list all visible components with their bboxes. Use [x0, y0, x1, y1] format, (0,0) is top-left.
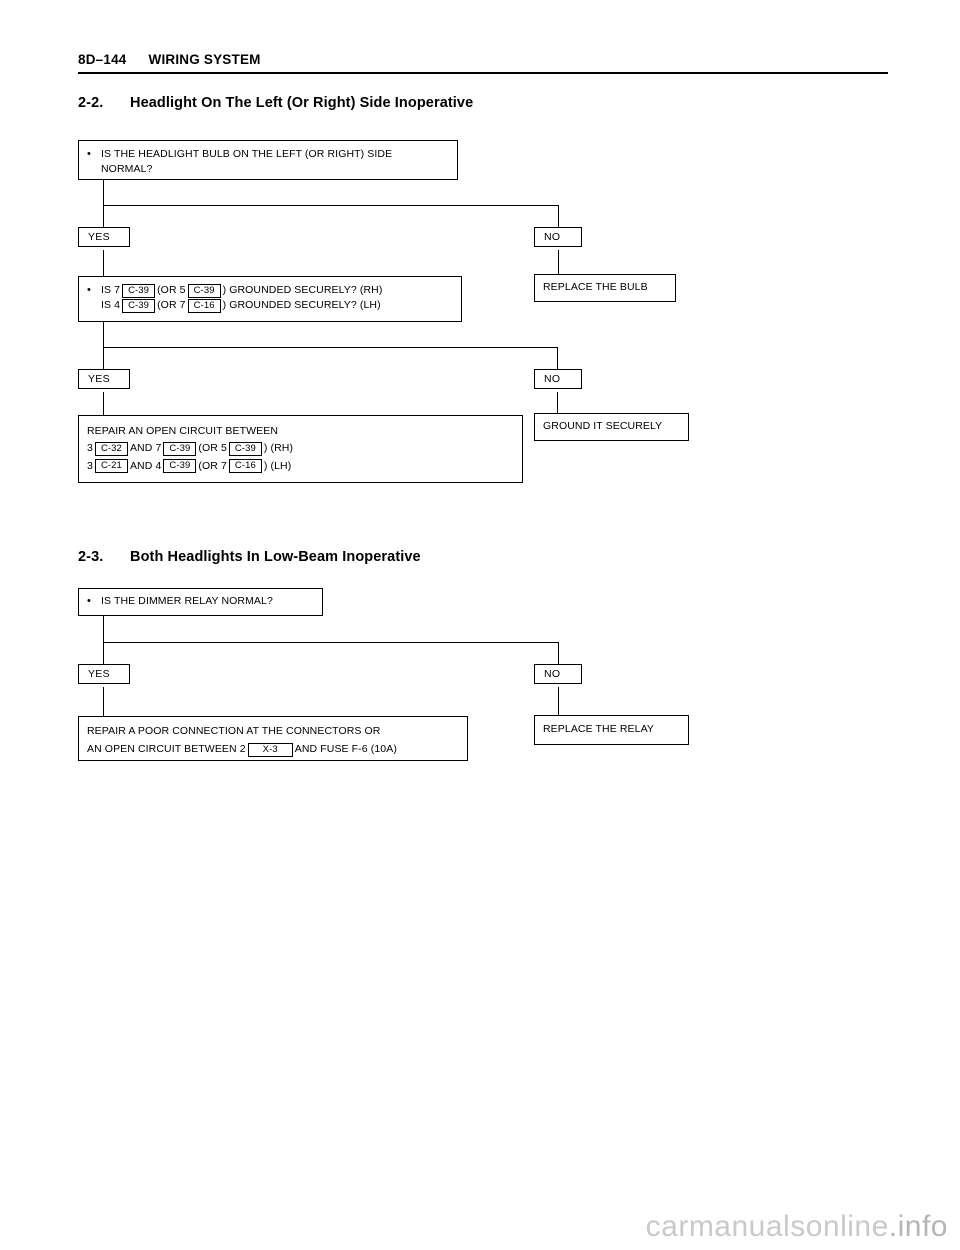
bullet-icon: • — [87, 148, 91, 160]
connector-line — [103, 642, 104, 664]
label-yes-3: YES — [78, 664, 130, 684]
bullet-row — [87, 594, 314, 609]
connector-chip: C-21 — [95, 459, 128, 473]
flow-box-repair-connection — [78, 716, 468, 761]
label-no-1: NO — [534, 227, 582, 247]
bullet-icon: • — [87, 284, 91, 296]
replace-relay-text: REPLACE THE RELAY — [543, 723, 655, 736]
header-title: WIRING SYSTEM — [148, 52, 261, 67]
connector-line — [103, 687, 104, 717]
connector-chip: C-39 — [122, 299, 155, 313]
section-heading-2-2: Headlight On The Left (Or Right) Side Inoperative — [130, 95, 474, 111]
connector-line — [557, 392, 558, 414]
flow-box-repair-open-circuit — [78, 415, 523, 483]
bullet-icon: • — [87, 595, 91, 608]
label-yes-2: YES — [78, 369, 130, 389]
connector-chip: C-39 — [188, 284, 221, 298]
connector-chip: C-39 — [229, 442, 262, 456]
question-dimmer-text: IS THE DIMMER RELAY NORMAL? — [101, 595, 273, 608]
connector-line — [558, 687, 559, 716]
replace-bulb-text: REPLACE THE BULB — [543, 281, 648, 294]
connector-line — [103, 250, 104, 278]
connector-chip: C-39 — [163, 442, 196, 456]
repair-row-rh: 3 C-32 AND 7 C-39 (OR 5 C-39 ) (RH) — [87, 442, 294, 455]
section-title-2-2 — [78, 95, 473, 111]
connector-chip: C-39 — [163, 459, 196, 473]
watermark-suffix: .info — [888, 1210, 948, 1243]
connector-line — [103, 392, 104, 416]
connector-line — [103, 347, 558, 348]
watermark — [646, 1210, 948, 1244]
connector-line — [557, 347, 558, 369]
flow-box-replace-relay — [534, 715, 689, 745]
flow-box-question-ground — [78, 276, 462, 322]
header-line — [78, 52, 888, 67]
connector-line — [558, 205, 559, 227]
connector-chip: X-3 — [248, 743, 293, 757]
bullet-row — [87, 283, 453, 314]
page-number: 8D–144 — [78, 52, 127, 67]
connector-line — [103, 322, 104, 347]
connector-chip: C-32 — [95, 442, 128, 456]
connector-line — [103, 347, 104, 369]
watermark-text: carmanualsonline — [645, 1210, 889, 1243]
section-title-2-3 — [78, 549, 421, 565]
label-no-2: NO — [534, 369, 582, 389]
section-number-2-3: 2-3. — [78, 549, 104, 565]
flow-box-replace-bulb — [534, 274, 676, 302]
repair-connection-line2: AN OPEN CIRCUIT BETWEEN 2 X-3 AND FUSE F-6 (10A) — [87, 743, 397, 756]
flow-box-question-dimmer-relay — [78, 588, 323, 616]
connector-line — [103, 616, 104, 642]
connector-line — [103, 205, 104, 227]
connector-line — [103, 205, 559, 206]
connector-chip: C-16 — [188, 299, 221, 313]
repair-title: REPAIR AN OPEN CIRCUIT BETWEEN — [87, 425, 279, 437]
question-ground-text: IS 7 C-39 (OR 5 C-39 ) GROUNDED SECURELY? (RH) IS 4 C-39 (OR 7 C-16 ) GROUNDED SECURELY? (LH) — [101, 284, 383, 312]
connector-line — [558, 642, 559, 664]
connector-line — [558, 250, 559, 276]
label-no-3: NO — [534, 664, 582, 684]
section-heading-2-3: Both Headlights In Low-Beam Inoperative — [130, 549, 421, 565]
connector-chip: C-39 — [122, 284, 155, 298]
section-number-2-2: 2-2. — [78, 95, 104, 111]
repair-row-lh: 3 C-21 AND 4 C-39 (OR 7 C-16 ) (LH) — [87, 459, 292, 472]
connector-chip: C-16 — [229, 459, 262, 473]
flow-box-ground-securely — [534, 413, 689, 441]
bullet-row — [87, 147, 449, 177]
header-rule — [78, 72, 888, 74]
connector-line — [103, 642, 559, 643]
ground-securely-text: GROUND IT SECURELY — [543, 420, 663, 433]
flow-box-question-bulb — [78, 140, 458, 180]
question-bulb-text: IS THE HEADLIGHT BULB ON THE LEFT (OR RIGHT) SIDE NORMAL? — [101, 148, 393, 176]
label-yes-1: YES — [78, 227, 130, 247]
connector-line — [103, 180, 104, 205]
page-header — [78, 52, 888, 67]
repair-connection-line1: REPAIR A POOR CONNECTION AT THE CONNECTORS OR — [87, 725, 381, 737]
